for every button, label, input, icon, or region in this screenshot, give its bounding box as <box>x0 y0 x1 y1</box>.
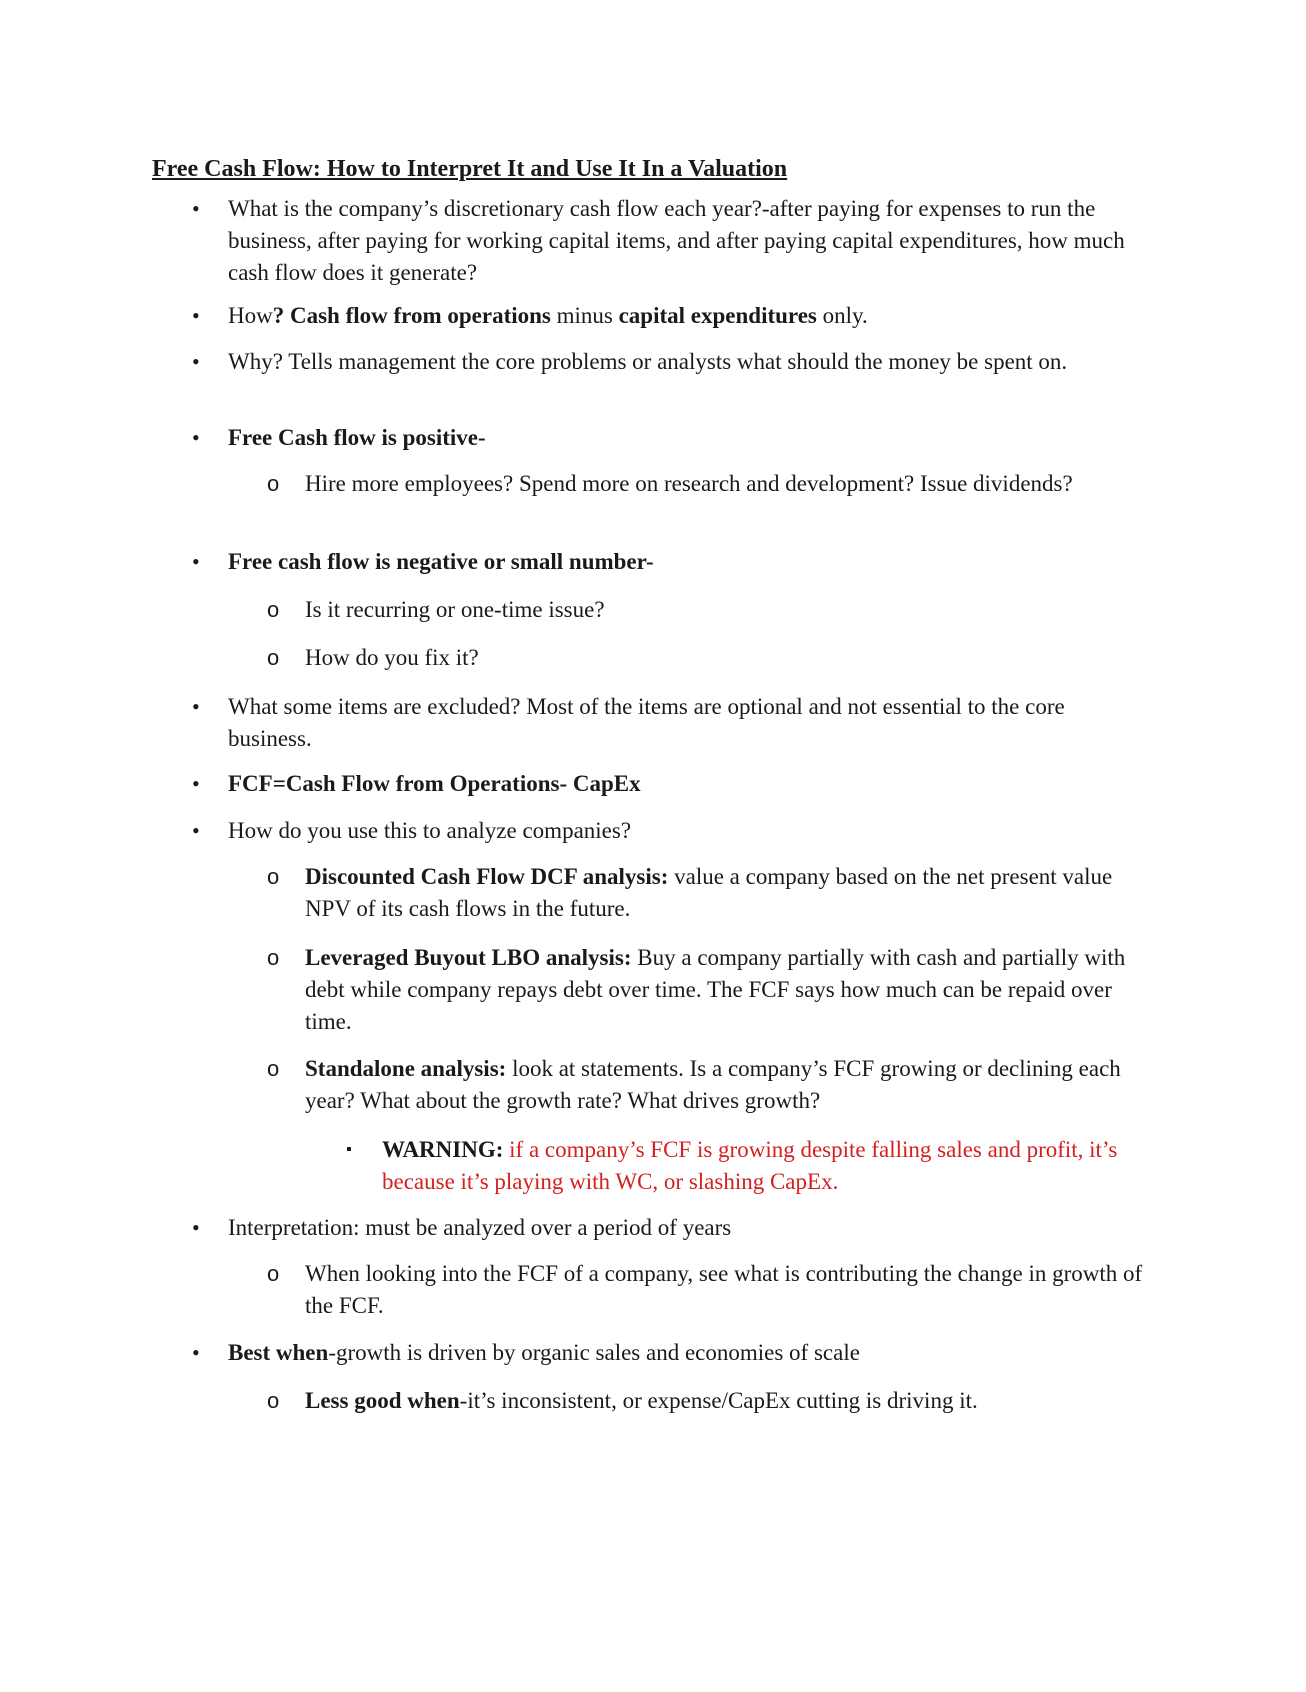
sub-bullet-item <box>267 1385 1145 1417</box>
bullet-marker: • <box>192 771 200 796</box>
bullet-text-e: only. <box>816 303 868 328</box>
sub-bullet-marker: o <box>267 1388 280 1413</box>
sub-bullet-marker: o <box>267 645 280 670</box>
sub-bullet-marker: o <box>267 1261 280 1286</box>
bullet-marker: • <box>192 694 200 719</box>
sub-bullet-text: When looking into the FCF of a company, see what is contributing the change in growth of the FCF. <box>305 1261 1143 1318</box>
bullet-item <box>192 422 1133 454</box>
sub-bullet-marker: o <box>267 945 280 970</box>
sub-bullet-marker: o <box>267 471 280 496</box>
bullet-marker: • <box>192 425 200 450</box>
warning-label: WARNING: <box>382 1137 504 1162</box>
document-title: Free Cash Flow: How to Interpret It and Use It In a Valuation <box>152 156 788 182</box>
bullet-marker: • <box>192 818 200 843</box>
square-bullet-marker: ▪ <box>346 1141 352 1158</box>
bullet-text-a: How <box>228 303 273 328</box>
sub-bullet-item <box>267 1258 1145 1322</box>
bullet-label: Best when <box>228 1340 329 1365</box>
bullet-text: Free Cash flow is positive- <box>228 425 486 450</box>
sub-bullet-item <box>267 861 1145 925</box>
bullet-marker: • <box>192 1215 200 1240</box>
bullet-text: How do you use this to analyze companies? <box>228 818 632 843</box>
sub-bullet-label: Less good when <box>305 1388 460 1413</box>
bullet-item <box>192 691 1133 755</box>
bullet-marker: • <box>192 349 200 374</box>
bullet-item <box>192 1212 1133 1244</box>
sub-bullet-text: value a company based on the net present value NPV of its cash flows in the future. <box>305 864 1113 921</box>
bullet-item <box>192 300 1133 332</box>
sub-bullet-text: look at statements. Is a company’s FCF growing or declining each year? What about the growth rate? What drives growth? <box>305 1056 1121 1113</box>
sub-bullet-item <box>267 942 1145 1038</box>
sub-bullet-label: Discounted Cash Flow DCF analysis: <box>305 864 669 889</box>
bullet-text-c: minus <box>550 303 619 328</box>
sub-bullet-text: How do you fix it? <box>305 645 479 670</box>
bullet-text: Interpretation: must be analyzed over a period of years <box>228 1215 732 1240</box>
sub-bullet-marker: o <box>267 597 280 622</box>
bullet-text: What is the company’s discretionary cash flow each year?-after paying for expenses to run the business, after paying for working capital items, and after paying capital expenditures, how much cash flow does it generate? <box>228 196 1125 285</box>
warning-item <box>346 1134 1142 1198</box>
bullet-item <box>192 815 1133 847</box>
bullet-text: Why? Tells management the core problems or analysts what should the money be spent on. <box>228 349 1068 374</box>
bullet-text: FCF=Cash Flow from Operations- CapEx <box>228 771 641 796</box>
sub-bullet-text: Buy a company partially with cash and partially with debt while company repays debt over time. The FCF says how much can be repaid over time. <box>305 945 1126 1034</box>
bullet-marker: • <box>192 1340 200 1365</box>
bullet-item <box>192 346 1133 378</box>
bullet-marker: • <box>192 196 200 221</box>
bullet-text: What some items are excluded? Most of the items are optional and not essential to the core business. <box>228 694 1065 751</box>
bullet-text: -growth is driven by organic sales and economies of scale <box>328 1340 860 1365</box>
sub-bullet-item <box>267 468 1145 500</box>
sub-bullet-item <box>267 1053 1145 1117</box>
sub-bullet-marker: o <box>267 864 280 889</box>
bullet-item <box>192 193 1133 289</box>
sub-bullet-text: -it’s inconsistent, or expense/CapEx cutting is driving it. <box>459 1388 978 1413</box>
bullet-item <box>192 546 1133 578</box>
sub-bullet-text: Is it recurring or one-time issue? <box>305 597 605 622</box>
sub-bullet-text: Hire more employees? Spend more on research and development? Issue dividends? <box>305 471 1073 496</box>
bullet-text: Free cash flow is negative or small number- <box>228 549 654 574</box>
bullet-bold-b: ? Cash flow from operations <box>272 303 551 328</box>
bullet-marker: • <box>192 303 200 328</box>
sub-bullet-item <box>267 642 1145 674</box>
sub-bullet-label: Leveraged Buyout LBO analysis: <box>305 945 632 970</box>
sub-bullet-label: Standalone analysis: <box>305 1056 507 1081</box>
bullet-item <box>192 1337 1133 1369</box>
bullet-marker: • <box>192 549 200 574</box>
sub-bullet-marker: o <box>267 1056 280 1081</box>
sub-bullet-item <box>267 594 1145 626</box>
bullet-item <box>192 768 1133 800</box>
warning-text: if a company’s FCF is growing despite falling sales and profit, it’s because it’s playing with WC, or slashing CapEx. <box>382 1137 1118 1194</box>
bullet-bold-d: capital expenditures <box>618 303 817 328</box>
